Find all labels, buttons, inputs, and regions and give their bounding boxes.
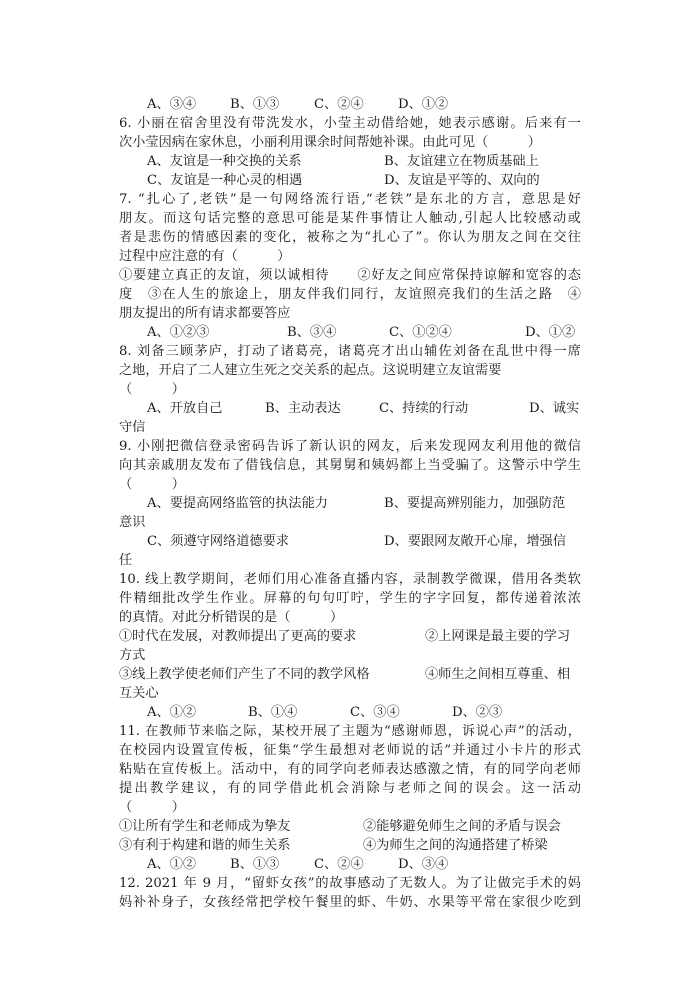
- q8-option-d-wrap: 守信: [119, 420, 146, 435]
- q12-stem-line-2: 妈补补身子，女孩经常把学校午餐里的虾、牛奶、水果等平常在家很少吃到: [119, 895, 581, 910]
- q10-stem-line-3: 的真情。对此分析错误的是（ ）: [119, 610, 344, 625]
- q6-option-c: C、友谊是一种心灵的相遇: [147, 173, 303, 188]
- q10-option-a: A、①②: [147, 705, 197, 720]
- q7-stem-line-1: 7. “扎心了,老铁”是一句网络流行语,“老铁”是东北的方言，意思是好: [119, 192, 581, 207]
- q11-option-a: A、①②: [147, 857, 197, 872]
- q8-stem-line-3: （ ）: [119, 382, 185, 397]
- q7-stem-line-4: 过程中应注意的有（ ）: [119, 249, 291, 264]
- q5-option-d: D、①②: [398, 97, 449, 112]
- q10-statement-4-wrap: 互关心: [119, 686, 159, 701]
- q10-statement-2-wrap: 方式: [119, 648, 146, 663]
- q7-statement-line-2: 度 ③在人生的旅途上，朋友伴我们同行，友谊照亮我们的生活之路 ④: [119, 287, 581, 302]
- q12-stem-line-1: 12. 2021 年 9 月，“留虾女孩”的故事感动了无数人。为了让做完手术的妈: [119, 876, 581, 891]
- q11-option-b: B、①③: [230, 857, 280, 872]
- q10-option-b: B、①④: [248, 705, 298, 720]
- q5-option-a: A、③④: [147, 97, 197, 112]
- q9-stem-line-2: 向其亲戚朋友发布了借钱信息，其舅舅和姨妈都上当受骗了。这警示中学生: [119, 458, 581, 473]
- q8-option-c: C、持续的行动: [379, 401, 469, 416]
- q7-option-b: B、③④: [287, 325, 337, 340]
- q11-stem-line-5: （ ）: [119, 800, 185, 815]
- q11-statement-1: ①让所有学生和老师成为挚友: [119, 819, 291, 834]
- q10-option-c: C、③④: [350, 705, 400, 720]
- q7-option-d: D、①②: [525, 325, 576, 340]
- q7-option-a: A、①②③: [147, 325, 210, 340]
- q11-stem-line-2: 在校园内设置宣传板，征集“学生最想对老师说的话”并通过小卡片的形式: [119, 743, 581, 758]
- q7-stem-line-3: 者是悲伤的情感因素的变化，被称之为“扎心了”。你认为朋友之间在交往: [119, 230, 581, 245]
- q10-statement-1: ①时代在发展，对教师提出了更高的要求: [119, 629, 357, 644]
- q5-option-c: C、②④: [314, 97, 364, 112]
- q8-stem-line-1: 8. 刘备三顾茅庐，打动了诸葛亮，诸葛亮才出山辅佐刘备在乱世中得一席: [119, 344, 581, 359]
- q9-option-b: B、要提高辨别能力，加强防范: [384, 496, 566, 511]
- q5-option-b: B、①③: [230, 97, 280, 112]
- q6-option-a: A、友谊是一种交换的关系: [147, 154, 302, 169]
- q10-statement-2: ②上网课是最主要的学习: [425, 629, 571, 644]
- q8-option-a: A、开放自己: [147, 401, 223, 416]
- q11-statement-2: ②能够避免师生之间的矛盾与误会: [363, 819, 561, 834]
- q11-stem-line-1: 11. 在教师节来临之际，某校开展了主题为“感谢师恩，诉说心声”的活动，: [119, 724, 581, 739]
- q6-stem-line-1: 6. 小丽在宿舍里没有带洗发水，小莹主动借给她，她表示感谢。后来有一: [119, 116, 581, 131]
- q8-stem-line-2: 之地，开启了二人建立生死之交关系的起点。这说明建立友谊需要: [119, 363, 502, 378]
- q10-stem-line-1: 10. 线上教学期间，老师们用心准备直播内容，录制教学微课，借用各类软: [119, 572, 581, 587]
- q6-option-b: B、友谊建立在物质基础上: [384, 154, 539, 169]
- q10-stem-line-2: 件精细批改学生作业。屏幕的句句叮咛，学生的字字回复，都传递着浓浓: [119, 591, 581, 606]
- q11-statement-4: ④为师生之间的沟通搭建了桥梁: [363, 838, 548, 853]
- q7-statement-line-1: ①要建立真正的友谊，须以诚相待 ②好友之间应常保持谅解和宽容的态: [119, 268, 581, 283]
- q10-statement-4: ④师生之间相互尊重、相: [425, 667, 571, 682]
- q10-statement-3: ③线上教学使老师们产生了不同的教学风格: [119, 667, 370, 682]
- q7-option-c: C、①②④: [389, 325, 452, 340]
- q9-option-a: A、要提高网络监管的执法能力: [147, 496, 328, 511]
- q10-option-d: D、②③: [452, 705, 503, 720]
- q11-stem-line-4: 提出教学建议，有的同学借此机会消除与老师之间的误会。这一活动: [119, 781, 581, 796]
- q9-option-d-wrap: 任: [119, 553, 133, 568]
- q11-option-d: D、③④: [398, 857, 449, 872]
- q6-stem-line-2: 次小莹因病在家休息，小丽利用课余时间帮她补课。由此可见（ ）: [119, 135, 541, 150]
- q9-stem-line-1: 9. 小刚把微信登录密码告诉了新认识的网友，后来发现网友利用他的微信: [119, 439, 581, 454]
- q8-option-d: D、诚实: [529, 401, 580, 416]
- q7-statement-line-3: 朋友提出的所有请求都要答应: [119, 306, 291, 321]
- q9-option-c: C、须遵守网络道德要求: [147, 534, 289, 549]
- q8-option-b: B、主动表达: [265, 401, 341, 416]
- q9-stem-line-3: （ ）: [119, 477, 185, 492]
- q11-stem-line-3: 粘贴在宣传板上。活动中，有的同学向老师表达感激之情，有的同学向老师: [119, 762, 581, 777]
- q6-option-d: D、友谊是平等的、双向的: [384, 173, 540, 188]
- q11-option-c: C、②④: [314, 857, 364, 872]
- q9-option-d: D、要跟网友敞开心扉，增强信: [384, 534, 567, 549]
- q7-stem-line-2: 朋友。而这句话完整的意思可能是某件事情让人触动,引起人比较感动或: [119, 211, 581, 226]
- q11-statement-3: ③有利于构建和谐的师生关系: [119, 838, 291, 853]
- q9-option-b-wrap: 意识: [119, 515, 146, 530]
